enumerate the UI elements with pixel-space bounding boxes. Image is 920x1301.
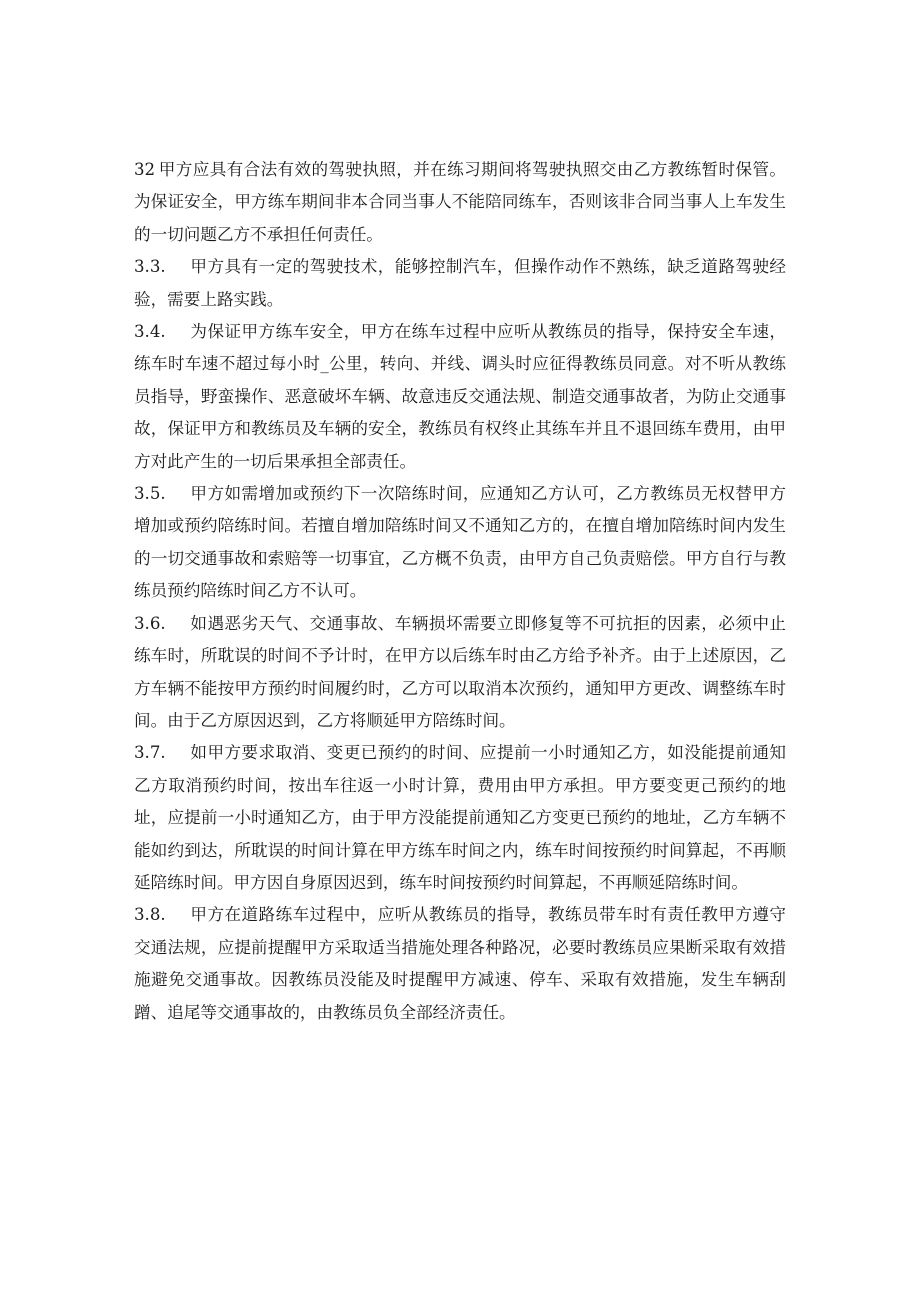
clause-3-4 [134, 316, 786, 478]
clause-text: 如甲方要求取消、变更已预约的时间、应提前一小时通知乙方，如没能提前通知乙方取消预约时间，按出车往返一小时计算，费用由甲方承担。甲方要变更己预约的地址，应提前一小时通知乙方，由于甲方没能提前通知乙方变更已预约的地址，乙方车辆不能如约到达，所耽误的时间计算在甲方练车时间之内，练车时间按预约时间算起，不再顺延陪练时间。甲方因自身原因迟到，练车时间按预约时间算起，不再顺延陪练时间。 [134, 743, 786, 892]
clause-3-8 [134, 899, 786, 1029]
clause-3-6 [134, 608, 786, 738]
clause-3-2 [134, 154, 786, 251]
clause-text: 甲方具有一定的驾驶技术，能够控制汽车，但操作动作不熟练，缺乏道路驾驶经验，需要上路实践。 [134, 257, 786, 309]
contract-clauses [134, 154, 786, 1029]
clause-number: 32 [134, 160, 156, 179]
clause-3-7 [134, 737, 786, 899]
clause-3-3 [134, 251, 786, 316]
clause-number: 3.7. [134, 743, 166, 763]
clause-text: 为保证甲方练车安全，甲方在练车过程中应听从教练员的指导，保持安全车速，练车时车速不超过每小时_公里，转向、并线、调头时应征得教练员同意。对不听从教练员指导，野蛮操作、恶意破坏车辆、故意违反交通法规、制造交通事故者，为防止交通事故，保证甲方和教练员及车辆的安全，教练员有权终止其练车并且不退回练车费用，由甲方对此产生的一切后果承担全部责任。 [134, 322, 786, 471]
clause-text: 甲方应具有合法有效的驾驶执照，并在练习期间将驾驶执照交由乙方教练暂时保管。为保证安全，甲方练车期间非本合同当事人不能陪同练车，否则该非合同当事人上车发生的一切问题乙方不承担任何责任。 [134, 160, 786, 244]
clause-number: 3.5. [134, 484, 166, 504]
clause-number: 3.3. [134, 257, 166, 277]
clause-number: 3.6. [134, 613, 166, 633]
clause-3-5 [134, 478, 786, 608]
clause-number: 3.8. [134, 905, 166, 925]
clause-text: 甲方在道路练车过程中，应听从教练员的指导，教练员带车时有责任教甲方遵守交通法规，应提前提醒甲方采取适当措施处理各种路况，必要时教练员应果断采取有效措施避免交通事故。因教练员没能及时提醒甲方减速、停车、采取有效措施，发生车辆刮蹭、追尾等交通事故的，由教练员负全部经济责任。 [134, 905, 786, 1022]
clause-number: 3.4. [134, 322, 166, 342]
clause-text: 甲方如需增加或预约下一次陪练时间，应通知乙方认可，乙方教练员无权替甲方增加或预约陪练时间。若擅自增加陪练时间又不通知乙方的，在擅自增加陪练时间内发生的一切交通事故和索赔等一切事宜，乙方概不负责，由甲方自己负责赔偿。甲方自行与教练员预约陪练时间乙方不认可。 [134, 484, 786, 601]
clause-text: 如遇恶劣天气、交通事故、车辆损坏需要立即修复等不可抗拒的因素，必须中止练车时，所耽误的时间不予计时，在甲方以后练车时由乙方给予补齐。由于上述原因，乙方车辆不能按甲方预约时间履约时，乙方可以取消本次预约，通知甲方更改、调整练车时间。由于乙方原因迟到，乙方将顺延甲方陪练时间。 [134, 613, 786, 730]
